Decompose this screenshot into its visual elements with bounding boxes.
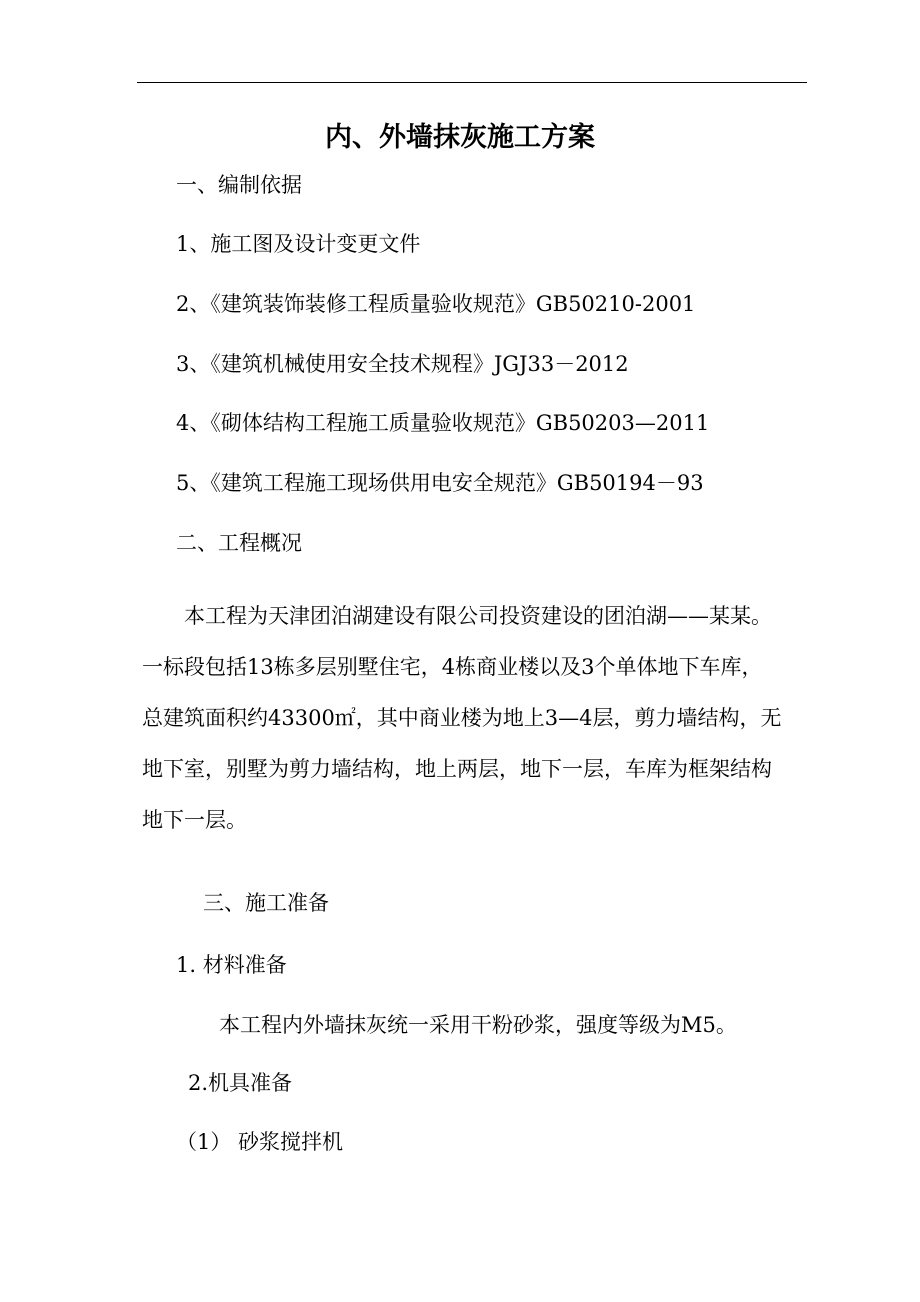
materials-text: 本工程内外墙抹灰统一采用干粉砂浆，强度等级为M5。 <box>219 1013 737 1037</box>
overview-paragraph <box>142 591 782 846</box>
basis-item-1: 1、施工图及设计变更文件 <box>176 232 421 256</box>
basis-item-4: 4、《砌体结构工程施工质量验收规范》GB50203—2011 <box>176 411 710 435</box>
basis-item-2: 2、《建筑装饰装修工程质量验收规范》GB50210-2001 <box>176 292 696 316</box>
subheading-tools: 2.机具准备 <box>188 1071 293 1095</box>
basis-item-5: 5、《建筑工程施工现场供用电安全规范》GB50194－93 <box>176 471 704 495</box>
section-heading-overview: 二、工程概况 <box>176 531 302 555</box>
tools-item-1: （1） 砂浆搅拌机 <box>176 1130 344 1154</box>
section-heading-prep: 三、施工准备 <box>203 891 329 915</box>
basis-item-3: 3、《建筑机械使用安全技术规程》JGJ33－2012 <box>176 352 629 376</box>
subheading-materials: 1. 材料准备 <box>176 953 287 977</box>
header-rule <box>137 82 807 83</box>
overview-text: 本工程为天津团泊湖建设有限公司投资建设的团泊湖——某某。一标段包括13栋多层别墅住宅，4栋商业楼以及3个单体地下车库，总建筑面积约43300㎡，其中商业楼为地上3—4层，剪力墙结构，无地下室，别墅为剪力墙结构，地上两层，地下一层，车库为框架结构地下一层。 <box>142 604 782 832</box>
document-title: 内、外墙抹灰施工方案 <box>325 122 595 153</box>
section-heading-basis: 一、编制依据 <box>176 173 302 197</box>
